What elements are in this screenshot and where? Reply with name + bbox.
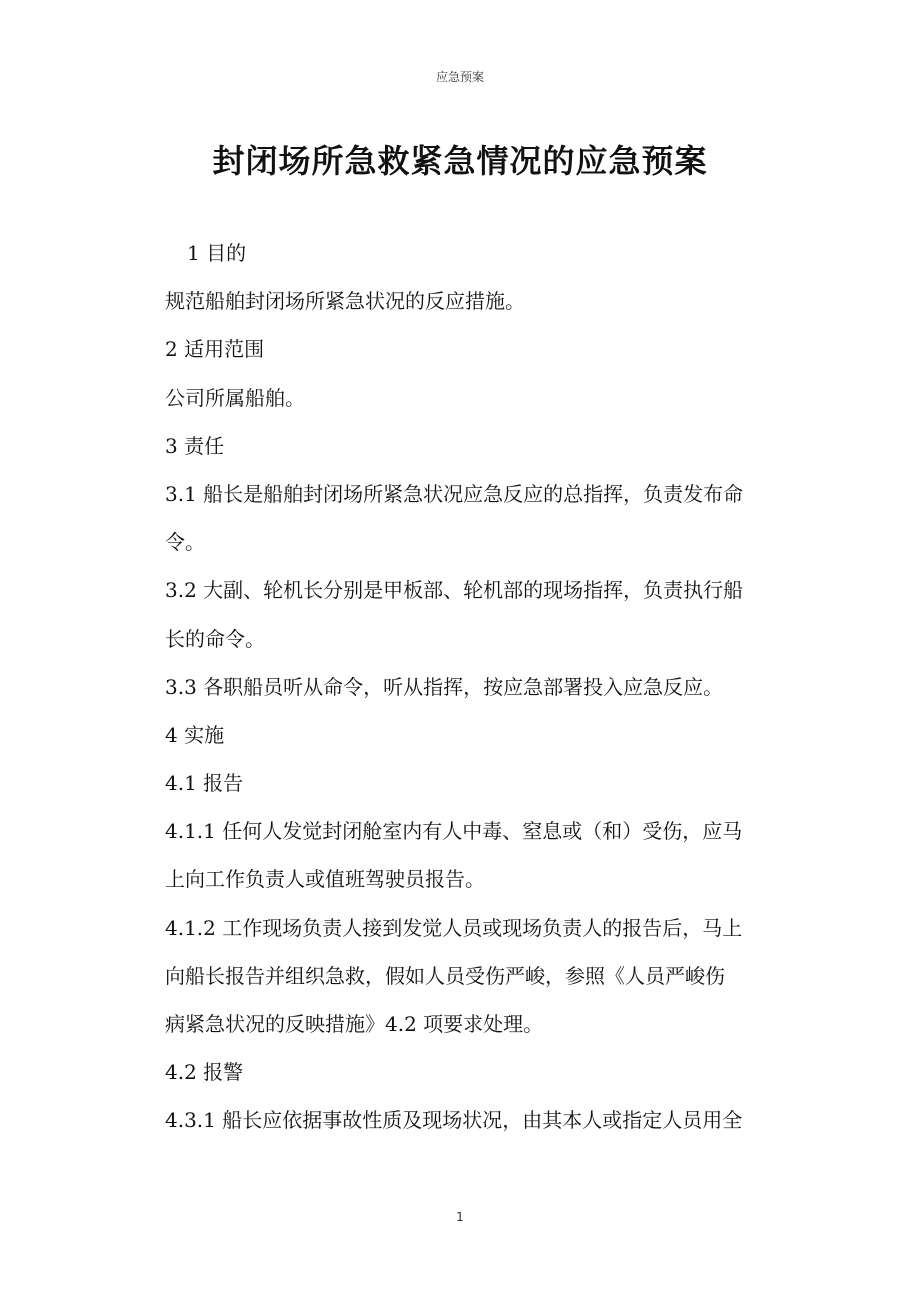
paragraph-line: 公司所属船舶。 [165, 385, 305, 410]
document-body [165, 229, 790, 1145]
paragraph-line: 上向工作负责人或值班驾驶员报告。 [165, 867, 485, 892]
section-heading-purpose: 1 目的 [187, 241, 247, 265]
paragraph-line: 长的命令。 [165, 626, 265, 651]
subsection-heading-report: 4.1 报告 [165, 771, 244, 796]
page-number: 1 [456, 1210, 464, 1224]
paragraph-line: 4.1.2 工作现场负责人接到发觉人员或现场负责人的报告后，马上 [165, 915, 743, 940]
paragraph-line: 3.1 船长是船舶封闭场所紧急状况应急反应的总指挥，负责发布命 [165, 481, 744, 506]
paragraph-line: 规范船舶封闭场所紧急状况的反应措施。 [165, 289, 525, 314]
section-heading-implementation: 4 实施 [165, 722, 225, 747]
paragraph-line: 向船长报告并组织急救，假如人员受伤严峻，参照《人员严峻伤 [165, 963, 725, 988]
paragraph-line: 令。 [165, 530, 205, 555]
paragraph-line: 病紧急状况的反映措施》4.2 项要求处理。 [165, 1012, 544, 1036]
document-title: 封闭场所急救紧急情况的应急预案 [212, 142, 708, 180]
page-header: 应急预案 [435, 70, 484, 84]
section-heading-responsibility: 3 责任 [165, 433, 225, 458]
paragraph-line: 4.3.1 船长应依据事故性质及现场状况，由其本人或指定人员用全 [165, 1108, 743, 1133]
paragraph-line: 3.3 各职船员听从命令，听从指挥，按应急部署投入应急反应。 [165, 674, 724, 699]
paragraph-line: 4.1.1 任何人发觉封闭舱室内有人中毒、窒息或（和）受伤，应马 [165, 819, 743, 844]
paragraph-line: 3.2 大副、轮机长分别是甲板部、轮机部的现场指挥，负责执行船 [165, 578, 744, 603]
subsection-heading-alarm: 4.2 报警 [165, 1060, 244, 1085]
section-heading-scope: 2 适用范围 [165, 337, 265, 362]
